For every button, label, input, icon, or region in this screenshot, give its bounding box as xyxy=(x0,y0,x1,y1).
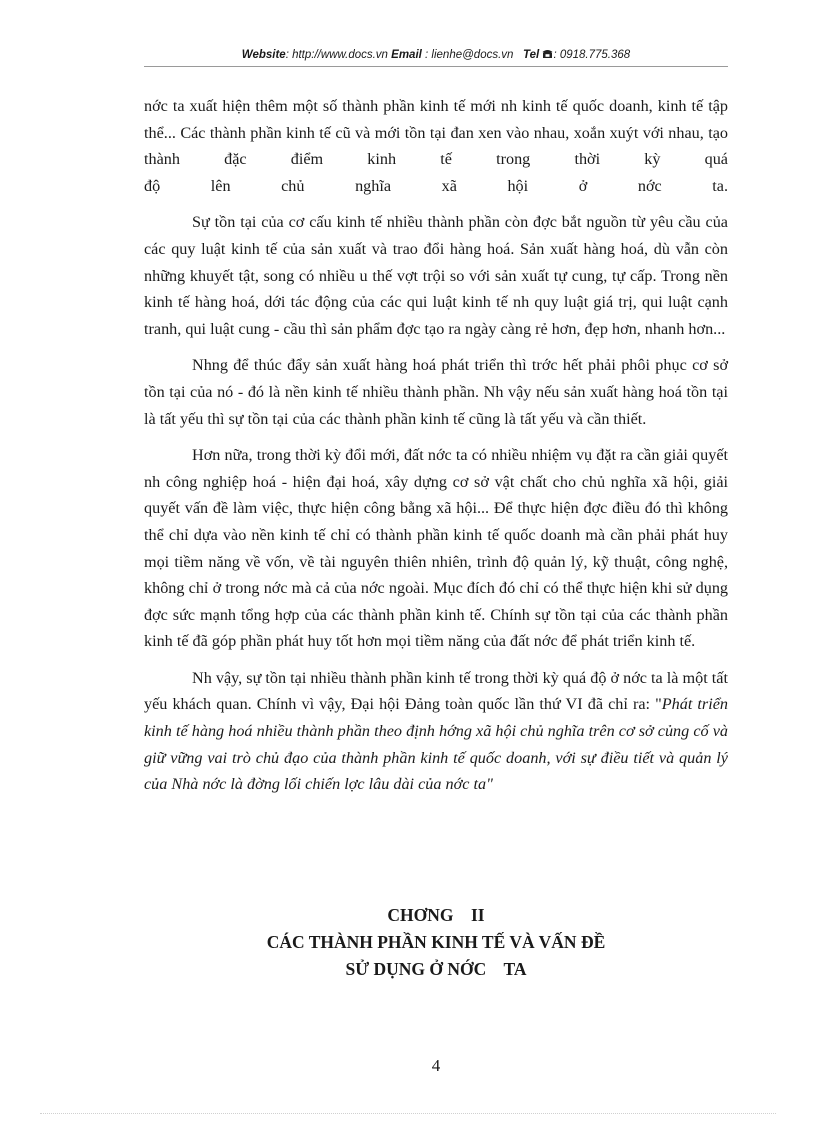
phone-icon xyxy=(542,48,553,62)
chapter-title-line-2: SỬ DỤNG Ở NỚC TA xyxy=(345,959,527,979)
chapter-title-line-1: CÁC THÀNH PHẦN KINH TẾ VÀ VẤN ĐỀ xyxy=(266,932,606,952)
email-value: : lienhe@docs.vn xyxy=(421,49,514,61)
chapter-heading xyxy=(144,902,728,983)
paragraph-4: Hơn nữa, trong thời kỳ đổi mới, đất nớc ta có nhiều nhiệm vụ đặt ra cần giải quyết nh công nghiệp hoá - hiện đại hoá, xây dựng cơ sở vật chất cho chủ nghĩa xã hội, giải quyết vấn đề làm việc, thực hiện công bằng xã hội... Để thực hiện đợc điều đó thì không thể chỉ dựa vào nền kinh tế chỉ có thành phần kinh tế quốc doanh mà cần phải phát huy mọi tiềm năng về vốn, về tài nguyên thiên nhiên, trình độ quản lý, kỹ thuật, công nghệ, không chỉ ở trong nớc mà cả của nớc ngoài. Mục đích đó chỉ có thể thực hiện khi sử dụng đợc sức mạnh tổng hợp của các thành phần kinh tế. Chính sự tồn tại của các thành phần kinh tế đã góp phần phát huy tốt hơn mọi tiềm năng của đất nớc để phát triển kinh tế. xyxy=(144,446,729,651)
footer-divider xyxy=(40,1113,776,1114)
website-label: Website xyxy=(241,49,286,61)
tel-label: Tel xyxy=(523,49,540,61)
tel-value: : 0918.775.368 xyxy=(553,49,631,61)
paragraph-3: Nhng để thúc đẩy sản xuất hàng hoá phát triển thì trớc hết phải phôi phục cơ sở tồn tại của nó - đó là nền kinh tế nhiều thành phần. Nh vậy nếu sản xuất hàng hoá tồn tại là tất yếu thì sự tồn tại của các thành phần kinh tế cũng là tất yếu và cần thiết. xyxy=(144,356,728,428)
page-header xyxy=(144,48,728,62)
congress-quote: Phát triển kinh tế hàng hoá nhiều thành phần theo định hớng xã hội chủ nghĩa trên cơ sở củng cố và giữ vững vai trò chủ đạo của thành phần kinh tế quốc doanh, với sự điều tiết và quản lý của Nhà nớc là đờng lối chiến lợc lâu dài của nớc ta" xyxy=(144,695,728,794)
page-number: 4 xyxy=(431,1056,441,1075)
email-label: Email xyxy=(391,49,422,61)
paragraph-1: nớc ta xuất hiện thêm một số thành phần kinh tế mới nh kinh tế quốc doanh, kinh tế tập thể... Các thành phần kinh tế cũ và mới tồn tại đan xen vào nhau, xoắn xuýt với nhau, tạo thành đặc điểm kinh tế trong thời kỳ quá độ lên chủ nghĩa xã hội ở nớc ta. xyxy=(144,97,728,195)
header-divider xyxy=(144,66,728,67)
chapter-number: CHƠNG II xyxy=(387,905,485,925)
website-value: : http://www.docs.vn xyxy=(285,49,388,61)
paragraph-5: Nh vậy, sự tồn tại nhiều thành phần kinh tế trong thời kỳ quá độ ở nớc ta là một tất yếu khách quan. Chính vì vậy, Đại hội Đảng toàn quốc lần thứ VI đã chỉ ra: "Phát triển kinh tế hàng hoá nhiều thành phần theo định hớng xã hội chủ nghĩa trên cơ sở củng cố và giữ vững vai trò chủ đạo của thành phần kinh tế quốc doanh, với sự điều tiết và quản lý của Nhà nớc là đờng lối chiến lợc lâu dài của nớc ta" xyxy=(144,668,728,794)
document-body xyxy=(144,93,728,798)
paragraph-2: Sự tồn tại của cơ cấu kinh tế nhiều thành phần còn đợc bắt nguồn từ yêu cầu của các quy luật kinh tế của sản xuất và trao đổi hàng hoá. Sản xuất hàng hoá, dù vẫn còn những khuyết tật, song có nhiều u thế vợt trội so với sản xuất tự cung, tự cấp. Trong nền kinh tế hàng hoá, dới tác động của các qui luật kinh tế nh quy luật giá trị, qui luật cạnh tranh, qui luật cung - cầu thì sản phẩm đợc tạo ra ngày càng rẻ hơn, đẹp hơn, nhanh hơn... xyxy=(144,213,728,338)
